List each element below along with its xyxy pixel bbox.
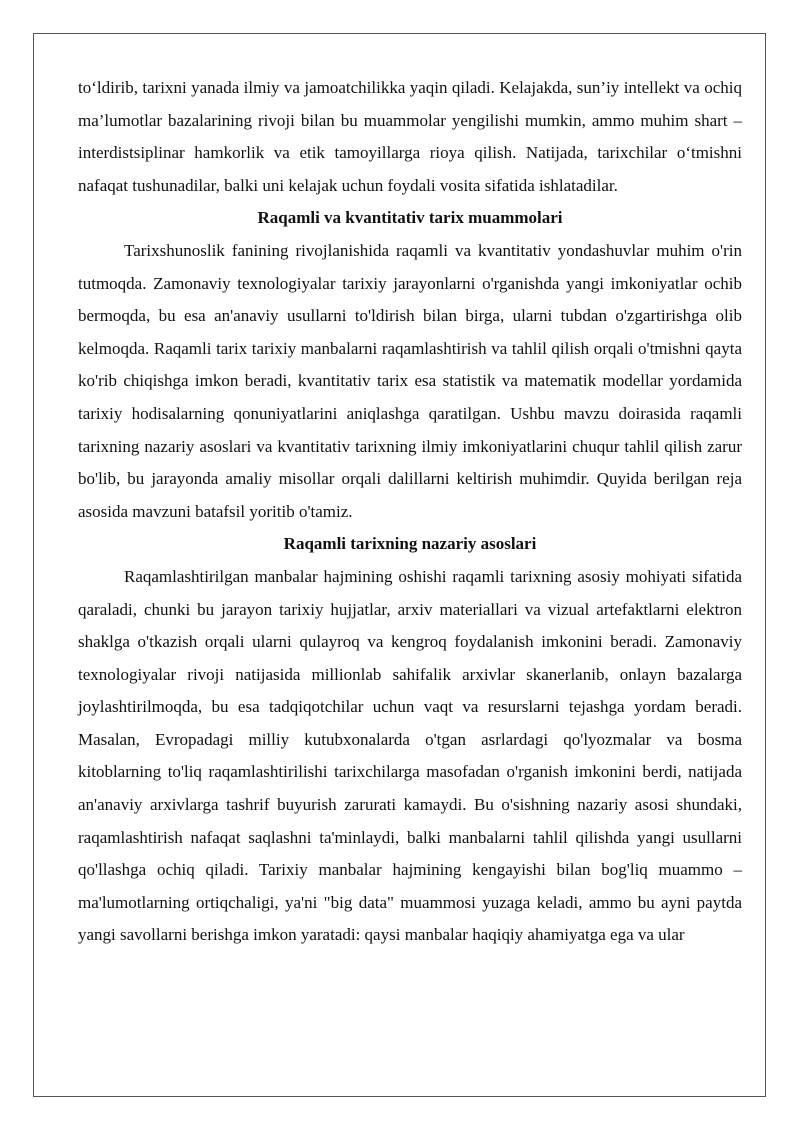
section-heading-theoretical-foundations: Raqamli tarixning nazariy asoslari — [283, 534, 537, 554]
document-body — [78, 72, 742, 952]
paragraph-intro: Tarixshunoslik fanining rivojlanishida raqamli va kvantitativ yondashuvlar muhim o'rin tutmoqda. Zamonaviy texnologiyalar tarixiy jarayonlarni o'rganishda yangi imkoniyatlar ochib bermoqda, bu esa an'anaviy usullarni to'ldirish bilan birga, ularni tubdan o'zgartirishga olib kelmoqda. Raqamli tarix tarixiy manbalarni raqamlashtirish va tahlil qilish orqali o'tmishni qayta ko'rib chiqishga imkon beradi, kvantitativ tarix esa statistik va matematik modellar yordamida tarixiy hodisalarning qonuniyatlarini aniqlashga qaratilgan. Ushbu mavzu doirasida raqamli tarixning nazariy asoslari va kvantitativ tarixning ilmiy imkoniyatlarini chuqur tahlil qilish zarur bo'lib, bu jarayonda amaliy misollar orqali dalillarni keltirish muhimdir. Quyida berilgan reja asosida mavzuni batafsil yoritib o'tamiz. — [78, 240, 742, 521]
paragraph-theoretical-foundations: Raqamlashtirilgan manbalar hajmining oshishi raqamli tarixning asosiy mohiyati sifatida qaraladi, chunki bu jarayon tarixiy hujjatlar, arxiv materiallari va vizual artefaktlarni elektron shaklga o'tkazish orqali ularni qulayroq va kengroq foydalanish imkonini beradi. Zamonaviy texnologiyalar rivoji natijasida millionlab sahifalik arxivlar skanerlanib, onlayn bazalarga joylashtirilmoqda, bu esa tadqiqotchilar uchun vaqt va resurslarni tejashga yordam beradi. Masalan, Evropadagi milliy kutubxonalarda o'tgan asrlardagi qo'lyozmalar va bosma kitoblarning to'liq raqamlashtirilishi tarixchilarga masofadan o'rganish imkonini berdi, natijada an'anaviy arxivlarga tashrif buyurish zarurati kamaydi. Bu o'sishning nazariy asosi shundaki, raqamlashtirish nafaqat saqlashni ta'minlaydi, balki manbalarni tahlil qilishda yangi usullarni qo'llashga ochiq qiladi. Tarixiy manbalar hajmining kengayishi bilan bog'liq muammo – ma'lumotlarning ortiqchaligi, ya'ni "big data" muammosi yuzaga keladi, ammo bu ayni paytda yangi savollarni berishga imkon yaratadi: qaysi manbalar haqiqiy ahamiyatga ega va ular — [78, 566, 742, 945]
section-heading-digital-quantitative-history: Raqamli va kvantitativ tarix muammolari — [257, 208, 563, 228]
paragraph-continued: to‘ldirib, tarixni yanada ilmiy va jamoatchilikka yaqin qiladi. Kelajakda, sun’iy intellekt va ochiq ma’lumotlar bazalarining rivoji bilan bu muammolar yengilishi mumkin, ammo muhim shart – interdistsiplinar hamkorlik va etik tamoyillarga rioya qilish. Natijada, tarixchilar o‘tmishni nafaqat tushunadilar, balki uni kelajak uchun foydali vosita sifatida ishlatadilar. — [78, 78, 742, 195]
